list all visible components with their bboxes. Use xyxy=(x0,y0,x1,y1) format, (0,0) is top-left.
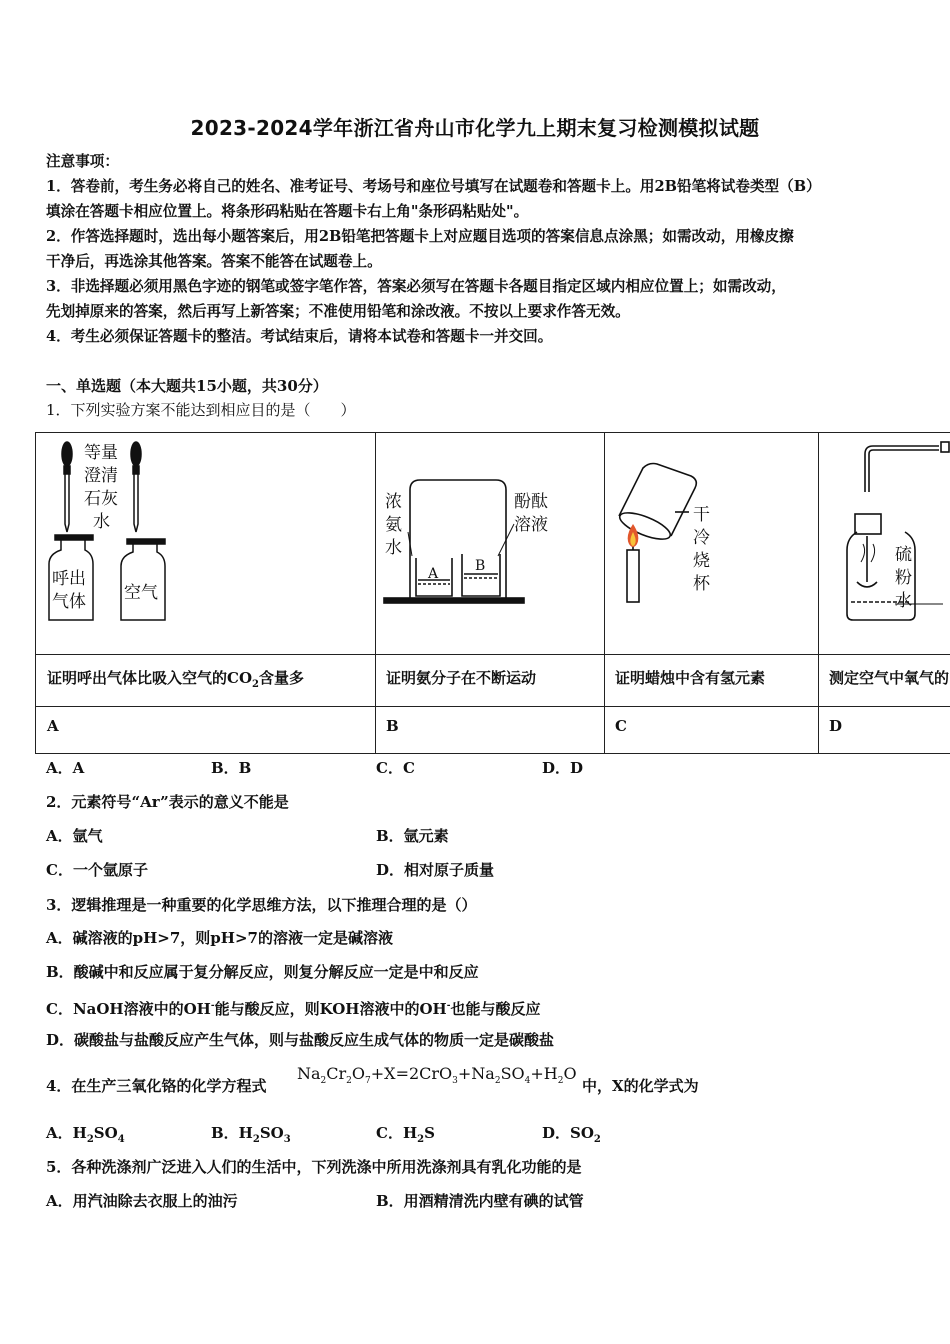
question-1-stem: 1．下列实验方案不能达到相应目的是（ ） xyxy=(46,401,356,419)
q3-option-b: B．酸碱中和反应属于复分解反应，则复分解反应一定是中和反应 xyxy=(46,963,479,981)
notice-line: 填涂在答题卡相应位置上。将条形码粘贴在答题卡右上角"条形码粘贴处"。 xyxy=(46,203,529,220)
notice-heading: 注意事项： xyxy=(46,153,119,170)
figure-a-bottle1-label: 呼出 xyxy=(52,569,86,589)
q5-option-b: B．用酒精清洗内壁有碘的试管 xyxy=(376,1192,584,1210)
svg-text:溶液: 溶液 xyxy=(514,515,548,535)
question-3-stem: 3．逻辑推理是一种重要的化学思维方法，以下推理合理的是（） xyxy=(46,896,477,914)
letter-d: D xyxy=(829,717,843,735)
chemical-equation: $Na_2Cr_2O_7+X=2CrO_3+Na_2SO_4+H_2O$ xyxy=(297,1064,577,1087)
q1-option-b: B．B xyxy=(211,759,252,777)
svg-text:水: 水 xyxy=(895,591,912,611)
purpose-d: 测定空气中氧气的 xyxy=(829,669,950,687)
purpose-a: 证明呼出气体比吸入空气的$CO_2$含量多 xyxy=(47,669,304,690)
notice-line: 先划掉原来的答案，然后再写上新答案；不准使用铅笔和涂改液。不按以上要求作答无效。 xyxy=(46,303,630,320)
svg-text:水: 水 xyxy=(93,512,110,532)
figure-c-cup-label: 干 xyxy=(693,505,710,525)
letter-b: B xyxy=(386,717,399,735)
q4-option-a: A．$H_2SO_4$ xyxy=(46,1124,125,1145)
figure-d-label: 硫 xyxy=(895,545,912,565)
figure-a-bottle2-label: 空气 xyxy=(124,583,158,603)
question-2-stem: 2．元素符号“Ar”表示的意义不能是 xyxy=(46,793,289,811)
question-4-stem-before: 4．在生产三氧化铬的化学方程式 xyxy=(46,1077,267,1095)
figure-b-phenolphthalein-label: 酚酞 xyxy=(514,492,548,512)
q1-option-a: A．A xyxy=(46,759,85,777)
svg-text:气体: 气体 xyxy=(52,592,86,612)
q1-option-d: D．D xyxy=(542,759,584,777)
figure-a-droppers xyxy=(35,432,375,654)
page-title: 2023-2024学年浙江省舟山市化学九上期末复习检测模拟试题 xyxy=(190,116,760,140)
notice-line: 4．考生必须保证答题卡的整洁。考试结束后，请将本试卷和答题卡一并交回。 xyxy=(46,328,553,345)
svg-text:水: 水 xyxy=(385,538,402,558)
svg-text:石灰: 石灰 xyxy=(84,489,118,509)
question-4-stem-after: 中，X的化学式为 xyxy=(582,1077,699,1095)
svg-text:澄清: 澄清 xyxy=(84,466,118,486)
q2-option-c: C．一个氩原子 xyxy=(46,861,148,879)
notice-line: 干净后，再选涂其他答案。答案不能答在试题卷上。 xyxy=(46,253,382,270)
purpose-b: 证明氨分子在不断运动 xyxy=(386,669,537,687)
figure-b-ammonia-label: 浓 xyxy=(385,492,402,512)
notice-line: 1．答卷前，考生务必将自己的姓名、准考证号、考场号和座位号填写在试题卷和答题卡上。用2B铅笔将试卷类型（B） xyxy=(46,178,821,195)
svg-text:冷: 冷 xyxy=(693,528,710,548)
q4-option-d: D．$SO_2$ xyxy=(542,1124,601,1145)
q4-option-b: B．$H_2SO_3$ xyxy=(211,1124,291,1145)
letter-c: C xyxy=(615,717,627,735)
question-1-table xyxy=(35,432,950,754)
figure-b-beaker-b: B xyxy=(475,558,486,574)
q2-option-b: B．氩元素 xyxy=(376,827,449,845)
figure-c-candle xyxy=(605,432,818,654)
letter-a: A xyxy=(47,717,59,735)
q3-option-c: C．NaOH溶液中的OH-能与酸反应，则KOH溶液中的OH-也能与酸反应 xyxy=(46,1000,541,1018)
q1-option-c: C．C xyxy=(376,759,415,777)
svg-text:烧: 烧 xyxy=(693,551,710,571)
q2-option-d: D．相对原子质量 xyxy=(376,861,495,879)
notice-line: 2．作答选择题时，选出每小题答案后，用2B铅笔把答题卡上对应题目选项的答案信息点涂黑；如需改动，用橡皮擦 xyxy=(46,228,794,245)
q4-option-c: C．$H_2S$ xyxy=(376,1124,435,1145)
section-heading: 一、单选题（本大题共15小题，共30分） xyxy=(46,377,328,395)
svg-text:杯: 杯 xyxy=(693,574,710,594)
q3-option-d: D．碳酸盐与盐酸反应产生气体，则与盐酸反应生成气体的物质一定是碳酸盐 xyxy=(46,1031,555,1049)
figure-b-beaker-a: A xyxy=(428,566,439,582)
figure-d-apparatus xyxy=(819,432,950,654)
purpose-c: 证明蜡烛中含有氢元素 xyxy=(615,669,766,687)
notice-line: 3．非选择题必须用黑色字迹的钢笔或签字笔作答，答案必须写在答题卡各题目指定区域内相应位置上；如需改动， xyxy=(46,278,786,295)
figure-b-ammonia xyxy=(376,432,604,654)
q3-option-a: A．碱溶液的pH>7，则pH>7的溶液一定是碱溶液 xyxy=(46,929,393,947)
svg-text:氨: 氨 xyxy=(385,515,402,535)
q5-option-a: A．用汽油除去衣服上的油污 xyxy=(46,1192,238,1210)
q2-option-a: A．氩气 xyxy=(46,827,103,845)
figure-a-reagent-label: 等量 xyxy=(84,443,118,463)
question-5-stem: 5．各种洗涤剂广泛进入人们的生活中，下列洗涤中所用洗涤剂具有乳化功能的是 xyxy=(46,1158,582,1176)
svg-text:粉: 粉 xyxy=(895,568,912,588)
